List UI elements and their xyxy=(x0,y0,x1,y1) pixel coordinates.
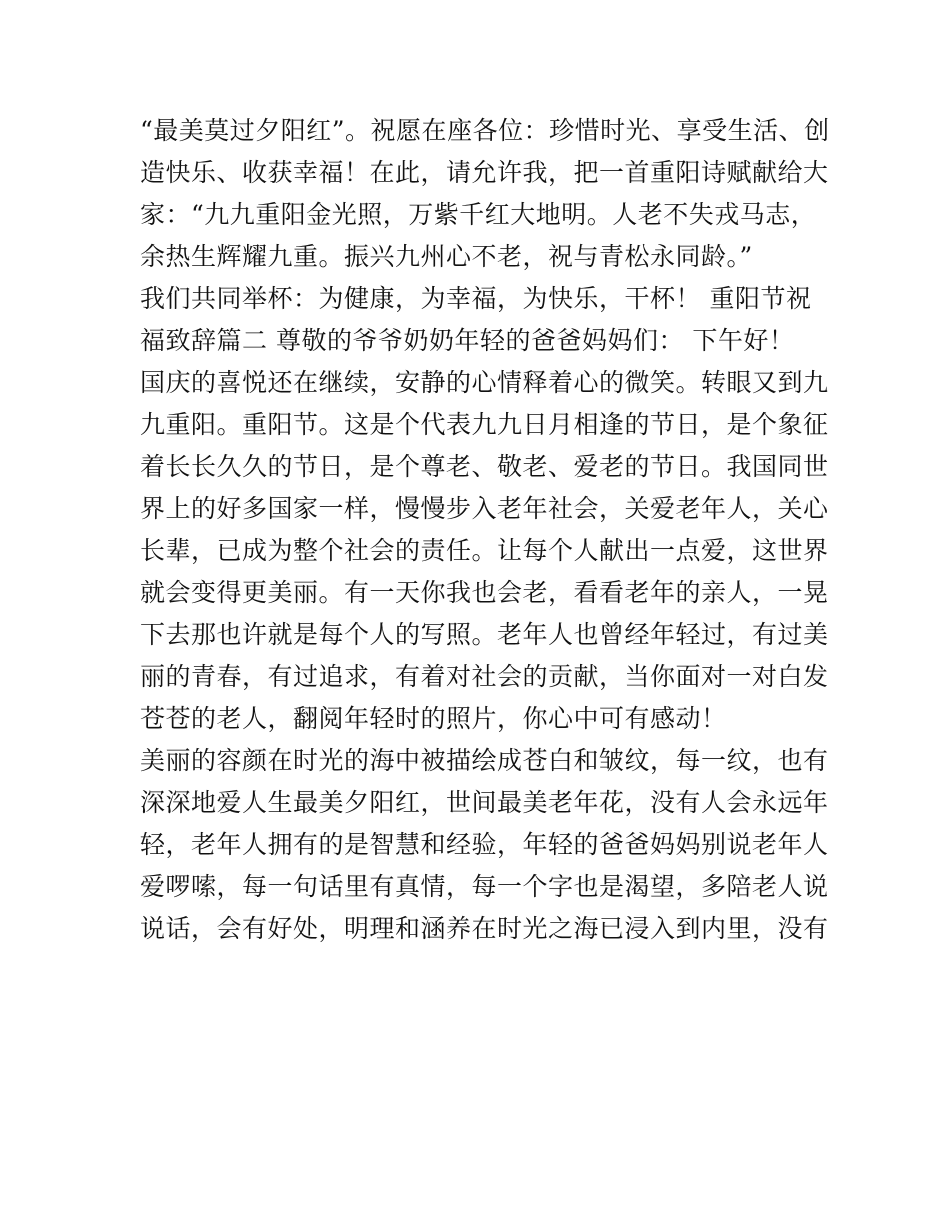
text-line: “最美莫过夕阳红”。祝愿在座各位：珍惜时光、享受生活、创 xyxy=(140,116,830,145)
text-line: 九重阳。重阳节。这是个代表九九日月相逢的节日，是个象征 xyxy=(140,410,829,439)
text-line: 我们共同举杯：为健康，为幸福，为快乐，干杯！ 重阳节祝 xyxy=(140,284,812,313)
text-line: 丽的青春，有过追求，有着对社会的贡献，当你面对一对白发 xyxy=(140,662,829,691)
text-line: 下去那也许就是每个人的写照。老年人也曾经年轻过，有过美 xyxy=(140,620,829,649)
text-line: 国庆的喜悦还在继续，安静的心情释着心的微笑。转眼又到九 xyxy=(140,368,829,397)
text-line: 就会变得更美丽。有一天你我也会老，看看老年的亲人，一晃 xyxy=(140,578,829,607)
text-line: 长辈，已成为整个社会的责任。让每个人献出一点爱，这世界 xyxy=(140,536,829,565)
text-line: 深深地爱人生最美夕阳红，世间最美老年花，没有人会永远年 xyxy=(140,788,829,817)
text-line: 福致辞篇二 尊敬的爷爷奶奶年轻的爸爸妈妈们： 下午好！ xyxy=(140,326,795,355)
text-line: 轻，老年人拥有的是智慧和经验，年轻的爸爸妈妈别说老年人 xyxy=(140,830,829,859)
text-line: 余热生辉耀九重。振兴九州心不老，祝与青松永同龄。” xyxy=(140,242,753,271)
text-line: 着长长久久的节日，是个尊老、敬老、爱老的节日。我国同世 xyxy=(140,452,829,481)
text-line: 美丽的容颜在时光的海中被描绘成苍白和皱纹，每一纹，也有 xyxy=(140,746,829,775)
text-line: 造快乐、收获幸福！在此，请允许我，把一首重阳诗赋献给大 xyxy=(140,158,829,187)
text-line: 爱啰嗦，每一句话里有真情，每一个字也是渴望，多陪老人说 xyxy=(140,872,829,901)
text-line: 苍苍的老人，翻阅年轻时的照片，你心中可有感动！ xyxy=(140,704,727,733)
document-body xyxy=(140,110,830,950)
text-line: 家：“九九重阳金光照，万紫千红大地明。人老不失戎马志， xyxy=(140,200,817,229)
text-line: 说话，会有好处，明理和涵养在时光之海已浸入到内里，没有 xyxy=(140,914,829,943)
text-line: 界上的好多国家一样，慢慢步入老年社会，关爱老年人，关心 xyxy=(140,494,829,523)
